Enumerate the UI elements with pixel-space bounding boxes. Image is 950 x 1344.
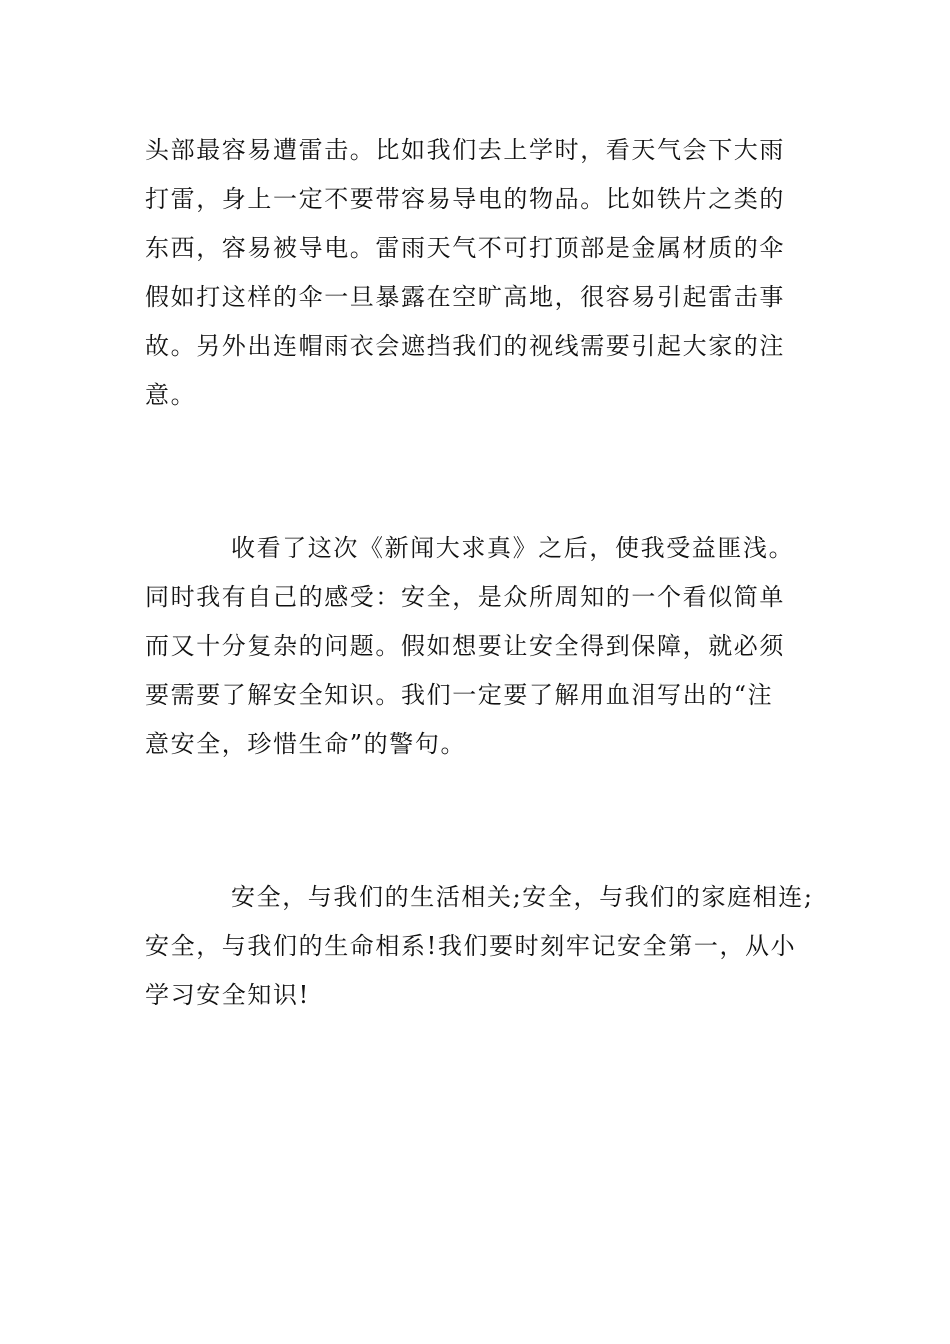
paragraph-line: 头部最容易遭雷击。比如我们去上学时，看天气会下大雨: [145, 136, 785, 164]
paragraph-reflection: [145, 524, 825, 769]
paragraph-line: 东西，容易被导电。雷雨天气不可打顶部是金属材质的伞: [145, 234, 785, 262]
paragraph-conclusion: [145, 873, 825, 1020]
paragraph-line: 同时我有自己的感受：安全，是众所周知的一个看似简单: [145, 583, 785, 611]
paragraph-line: 故。另外出连帽雨衣会遮挡我们的视线需要引起大家的注: [145, 332, 785, 360]
paragraph-line: 意安全，珍惜生命”的警句。: [145, 730, 467, 758]
paragraph-line: 学习安全知识!: [145, 981, 310, 1009]
paragraph-line: 收看了这次《新闻大求真》之后，使我受益匪浅。: [231, 534, 795, 562]
paragraph-line: 而又十分复杂的问题。假如想要让安全得到保障，就必须: [145, 632, 785, 660]
paragraph-lightning-safety: [145, 126, 825, 420]
paragraph-line: 意。: [145, 381, 197, 409]
paragraph-line: 要需要了解安全知识。我们一定要了解用血泪写出的“注: [145, 681, 774, 709]
paragraph-line: 安全，与我们的生命相系!我们要时刻牢记安全第一，从小: [145, 932, 797, 960]
paragraph-line: 打雷，身上一定不要带容易导电的物品。比如铁片之类的: [145, 185, 785, 213]
paragraph-line: 假如打这样的伞一旦暴露在空旷高地，很容易引起雷击事: [145, 283, 785, 311]
paragraph-line: 安全，与我们的生活相关;安全，与我们的家庭相连;: [231, 883, 814, 911]
